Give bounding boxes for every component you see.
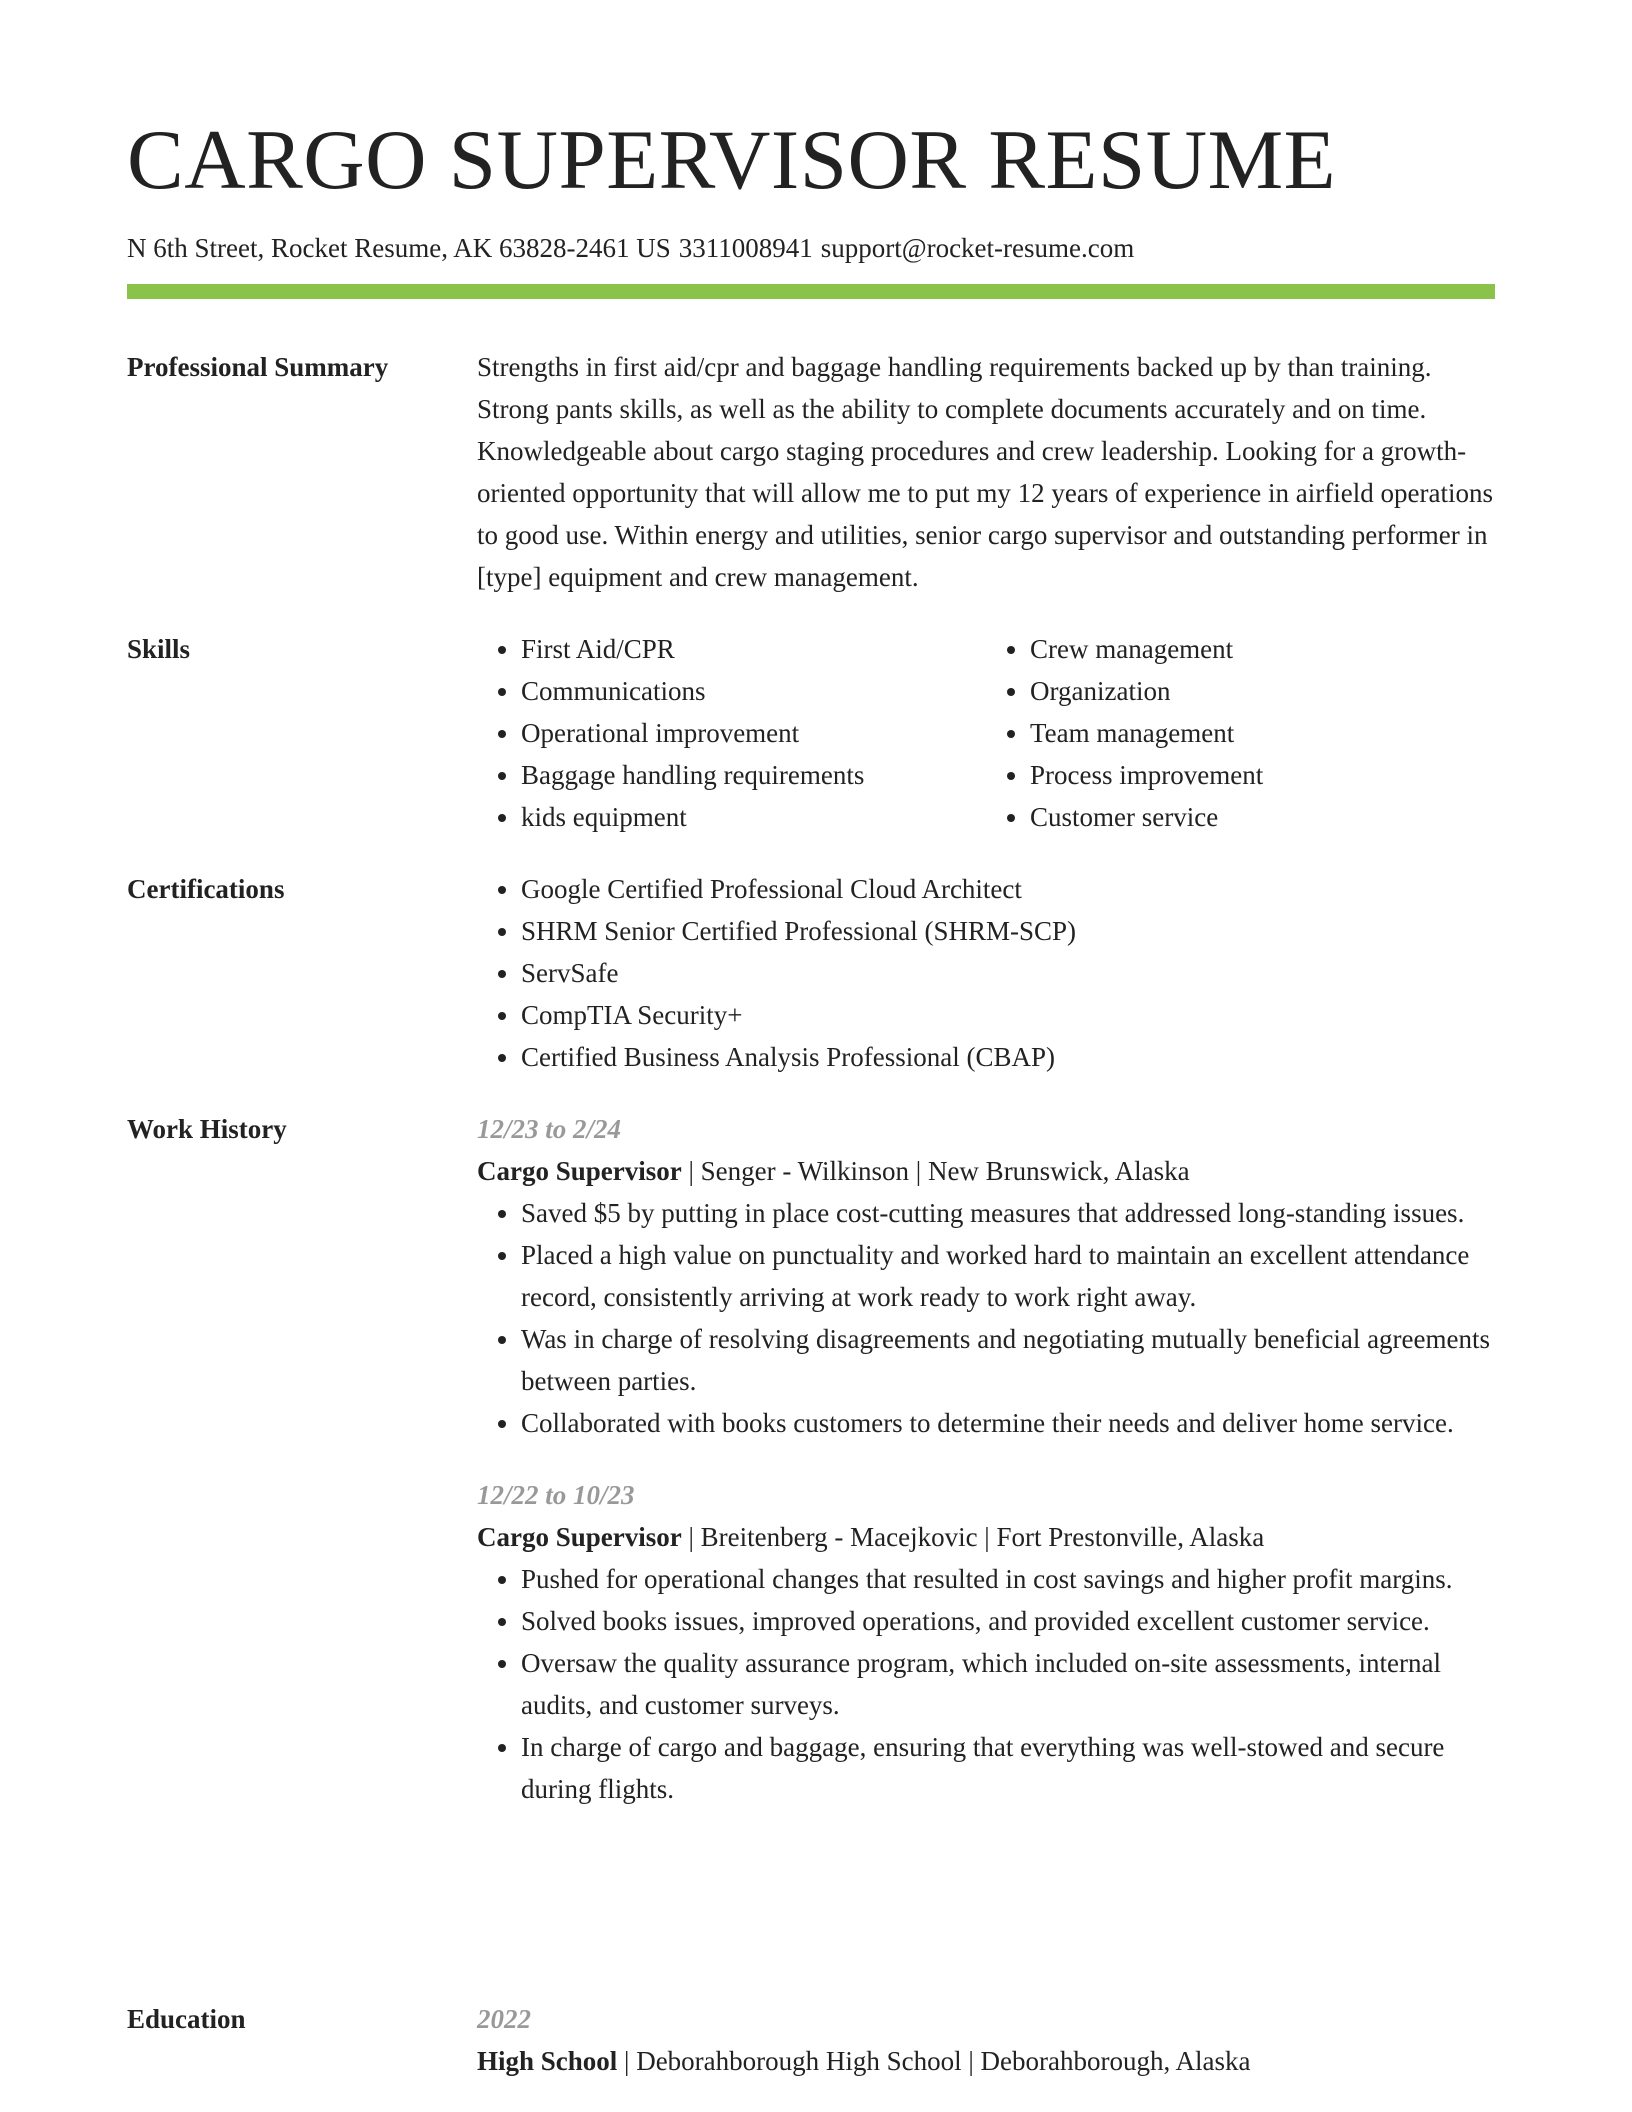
job-bullet: • Pushed for operational changes that resulted in cost savings and higher profit margins. xyxy=(521,1558,1495,1600)
skill-item: • Process improvement xyxy=(1030,754,1495,796)
education-details: | Deborahborough High School | Deborahborough, Alaska xyxy=(617,2046,1251,2076)
contact-line xyxy=(127,230,1134,266)
skills-list-left xyxy=(477,628,986,838)
skill-item: • First Aid/CPR xyxy=(521,628,986,670)
contact-address: N 6th Street, Rocket Resume, AK 63828-2461 US xyxy=(127,233,671,263)
skills-heading: Skills xyxy=(127,634,191,664)
summary-heading: Professional Summary xyxy=(127,352,389,382)
job-bullet: • Was in charge of resolving disagreements and negotiating mutually beneficial agreements between parties. xyxy=(521,1318,1495,1402)
certification-item: • CompTIA Security+ xyxy=(521,994,1495,1036)
work-history-heading: Work History xyxy=(127,1114,287,1144)
job-dates: 12/23 to 2/24 xyxy=(477,1114,622,1144)
skill-item: • Organization xyxy=(1030,670,1495,712)
job-details: | Breitenberg - Macejkovic | Fort Prestonville, Alaska xyxy=(681,1522,1265,1552)
certification-item: • Certified Business Analysis Professional (CBAP) xyxy=(521,1036,1495,1078)
job-header xyxy=(477,1150,1495,1192)
job-dates: 12/22 to 10/23 xyxy=(477,1480,635,1510)
job-details: | Senger - Wilkinson | New Brunswick, Alaska xyxy=(681,1156,1190,1186)
work-history-body xyxy=(477,1108,1495,1810)
job-role: Cargo Supervisor xyxy=(477,1156,682,1186)
job-bullet-list xyxy=(477,1558,1495,1810)
skill-item: • Customer service xyxy=(1030,796,1495,838)
skill-item: • Operational improvement xyxy=(521,712,986,754)
skill-item: • kids equipment xyxy=(521,796,986,838)
job-entry xyxy=(477,1474,1495,1810)
summary-section xyxy=(127,346,1495,592)
contact-email: support@rocket-resume.com xyxy=(820,233,1135,263)
certification-item: • Google Certified Professional Cloud Architect xyxy=(521,868,1495,910)
contact-phone: 3311008941 xyxy=(678,233,813,263)
education-heading: Education xyxy=(127,2004,246,2034)
skill-item: • Baggage handling requirements xyxy=(521,754,986,796)
job-bullet: • Placed a high value on punctuality and worked hard to maintain an excellent attendance record, consistently arriving at work ready to work right away. xyxy=(521,1234,1495,1318)
certification-item: • SHRM Senior Certified Professional (SHRM-SCP) xyxy=(521,910,1495,952)
education-header xyxy=(477,2040,1495,2082)
skills-list-right xyxy=(986,628,1495,838)
skills-section xyxy=(127,628,1495,838)
education-date: 2022 xyxy=(477,2004,531,2034)
certifications-list xyxy=(477,868,1495,1078)
resume-title: CARGO SUPERVISOR RESUME xyxy=(127,113,1337,207)
skills-columns xyxy=(477,628,1495,838)
certification-item: • ServSafe xyxy=(521,952,1495,994)
job-bullet-list xyxy=(477,1192,1495,1444)
skill-item: • Crew management xyxy=(1030,628,1495,670)
certifications-heading: Certifications xyxy=(127,874,285,904)
education-degree: High School xyxy=(477,2046,618,2076)
job-bullet: • Collaborated with books customers to determine their needs and deliver home service. xyxy=(521,1402,1495,1444)
education-section xyxy=(127,1998,1495,2098)
job-header xyxy=(477,1516,1495,1558)
job-bullet: • Saved $5 by putting in place cost-cutting measures that addressed long-standing issues. xyxy=(521,1192,1495,1234)
job-bullet: • Solved books issues, improved operations, and provided excellent customer service. xyxy=(521,1600,1495,1642)
job-role: Cargo Supervisor xyxy=(477,1522,682,1552)
job-entry xyxy=(477,1108,1495,1444)
certifications-section xyxy=(127,868,1495,1078)
skill-item: • Communications xyxy=(521,670,986,712)
job-bullet: • Oversaw the quality assurance program, which included on-site assessments, internal audits, and customer surveys. xyxy=(521,1642,1495,1726)
summary-text: Strengths in first aid/cpr and baggage handling requirements backed up by than training. Strong pants skills, as well as the ability to complete documents accurately and on time. Knowledgeable about cargo staging procedures and crew leadership. Looking for a growth-oriented opportunity that will allow me to put my 12 years of experience in airfield operations to good use. Within energy and utilities, senior cargo supervisor and outstanding performer in [type] equipment and crew management. xyxy=(477,352,1493,592)
job-bullet: • In charge of cargo and baggage, ensuring that everything was well-stowed and secure during flights. xyxy=(521,1726,1495,1810)
skill-item: • Team management xyxy=(1030,712,1495,754)
certifications-body xyxy=(477,868,1495,1078)
work-history-section xyxy=(127,1108,1495,1968)
education-body xyxy=(477,1998,1495,2082)
header-divider xyxy=(127,284,1495,299)
